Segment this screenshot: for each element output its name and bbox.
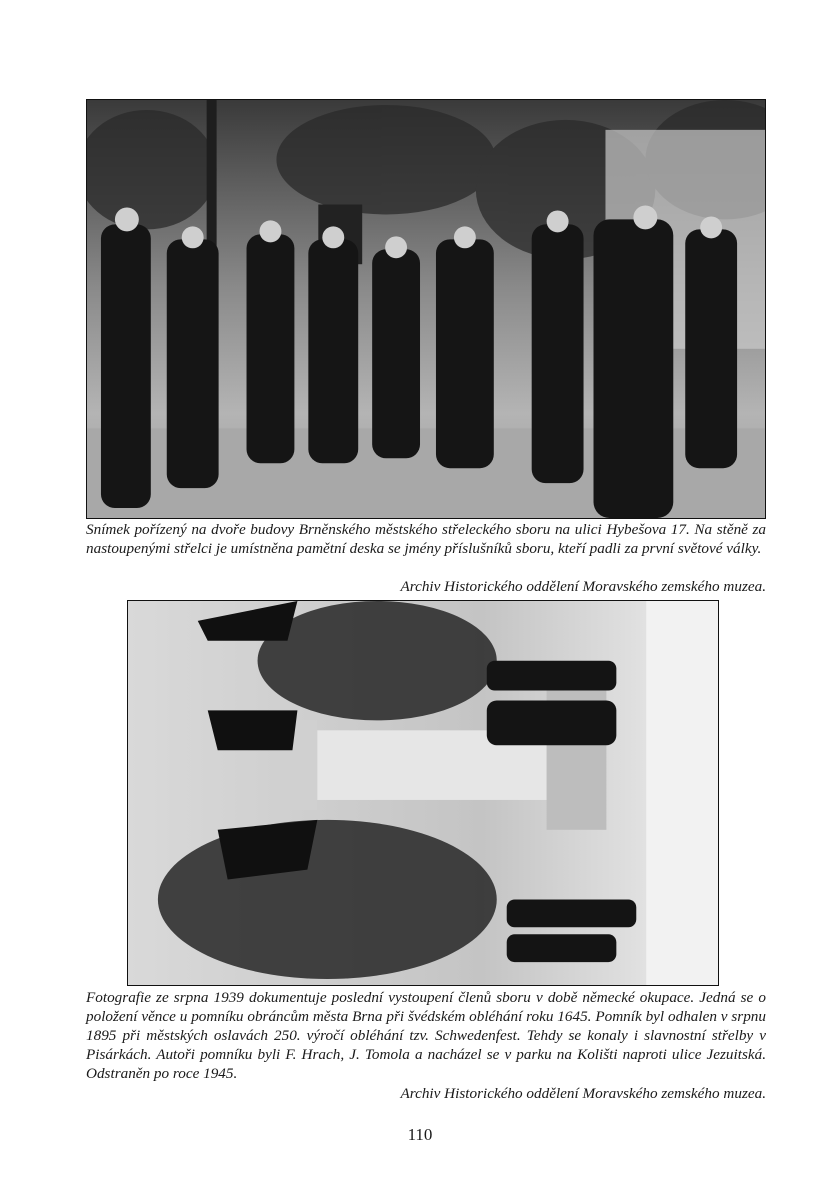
photo-shooters-illustration <box>87 100 765 518</box>
photo-monument-ceremony <box>127 600 719 986</box>
figure-caption: Snímek pořízený na dvoře budovy Brněnského městského střeleckého sboru na ulici Hybešova 17. Na stěně za nastoupenými střelci je umístněna pamětní deska se jmény příslušníků sboru, kteří padli za první světové války. <box>86 521 766 557</box>
photo-shooters-courtyard <box>86 99 766 519</box>
figure-caption: Fotografie ze srpna 1939 dokumentuje poslední vystoupení členů sboru v době německé okupace. Jedná se o položení věnce u pomníku obráncům města Brna při švédském obléhání roku 1645. Pomník byl odhalen v srpnu 1895 při městských oslavách 250. výročí obléhání tzv. Schwedenfest. Tehdy se konaly i slavnostní střelby v Pisárkách. Autoři pomníku byli F. Hrach, J. Tomola a nacházel se v parku na Kolišti naproti ulice Jezuitská. Odstraněn po roce 1945. <box>86 989 766 1082</box>
page-number: 110 <box>407 1125 433 1144</box>
figure-credit: Archiv Historického oddělení Moravského zemského muzea. <box>400 1085 766 1102</box>
figure-credit: Archiv Historického oddělení Moravského zemského muzea. <box>400 578 766 595</box>
photo-monument-illustration <box>128 601 718 985</box>
